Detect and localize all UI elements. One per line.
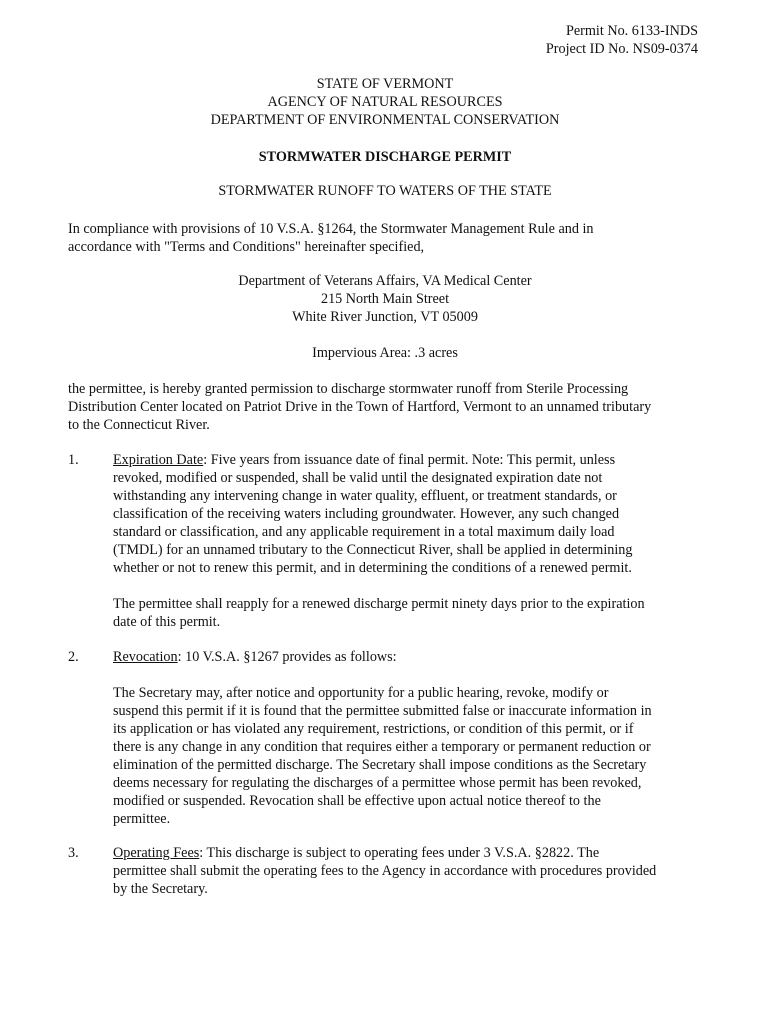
item-line: modified or suspended. Revocation shall be effective upon actual notice thereof to the [113, 793, 601, 809]
permit-identifiers [546, 22, 698, 58]
item-line: whether or not to renew this permit, and in determining the conditions of a renewed permit. [113, 560, 632, 576]
condition-item-expiration [68, 451, 708, 631]
item-number: 1. [68, 452, 79, 468]
item-line-text: : 10 V.S.A. §1267 provides as follows: [177, 649, 397, 665]
permit-title: STORMWATER DISCHARGE PERMIT [258, 149, 512, 165]
item-line: there is any change in any condition that requires either a temporary or permanent reduction or [113, 739, 651, 755]
item-body [113, 648, 703, 666]
item-line: permittee. [113, 811, 171, 827]
item-line: deems necessary for regulating the discharges of a permittee whose permit has been revoked, [113, 775, 642, 791]
item-line: (TMDL) for an unnamed tributary to the Connecticut River, shall be applied in determining [113, 542, 633, 558]
compliance-line: In compliance with provisions of 10 V.S.A. §1264, the Stormwater Management Rule and in [68, 221, 594, 237]
item-title: Expiration Date [113, 452, 204, 468]
permit-number: Permit No. 6133-INDS [565, 23, 698, 39]
permittee-street: 215 North Main Street [320, 291, 450, 307]
item-body [113, 844, 703, 898]
item-line: The permittee shall reapply for a renewed discharge permit ninety days prior to the expiration [113, 596, 645, 612]
item-line-text: : This discharge is subject to operating fees under 3 V.S.A. §2822. The [199, 845, 600, 861]
grant-line: the permittee, is hereby granted permission to discharge stormwater runoff from Sterile Processing [68, 381, 629, 397]
item-line: elimination of the permitted discharge. The Secretary shall impose conditions as the Secretary [113, 757, 647, 773]
grant-line: Distribution Center located on Patriot Drive in the Town of Hartford, Vermont to an unnamed tributary [68, 399, 652, 415]
item-line: classification of the receiving waters including groundwater. However, any such changed [113, 506, 620, 522]
item-line [113, 451, 703, 469]
item-line-text: : Five years from issuance date of final permit. Note: This permit, unless [203, 452, 616, 468]
condition-item-revocation [68, 648, 708, 828]
item-subparagraph [113, 595, 703, 631]
item-number: 2. [68, 649, 79, 665]
item-line: suspend this permit if it is found that the permittee submitted false or inaccurate information in [113, 703, 652, 719]
item-title: Revocation [113, 649, 178, 665]
agency-heading [0, 75, 770, 129]
state-name: STATE OF VERMONT [316, 76, 454, 92]
item-line [113, 844, 703, 862]
impervious-area: Impervious Area: .3 acres [312, 345, 458, 361]
item-line: by the Secretary. [113, 881, 208, 897]
item-line [113, 648, 703, 666]
permittee-address [0, 272, 770, 326]
permittee-name: Department of Veterans Affairs, VA Medical Center [238, 273, 532, 289]
item-line: its application or has violated any requirement, restrictions, or condition of this permit, or if [113, 721, 634, 737]
project-id: Project ID No. NS09-0374 [545, 41, 698, 57]
item-line: withstanding any intervening change in water quality, effluent, or treatment standards, or [113, 488, 617, 504]
compliance-line: accordance with "Terms and Conditions" hereinafter specified, [68, 239, 425, 255]
item-line: The Secretary may, after notice and opportunity for a public hearing, revoke, modify or [113, 685, 609, 701]
compliance-paragraph [68, 220, 708, 256]
item-line: permittee shall submit the operating fees to the Agency in accordance with procedures provided [113, 863, 657, 879]
item-body [113, 451, 703, 577]
item-title: Operating Fees [113, 845, 200, 861]
grant-paragraph [68, 380, 708, 434]
item-line: date of this permit. [113, 614, 221, 630]
item-line: standard or classification, and any applicable requirement in a total maximum daily load [113, 524, 615, 540]
runoff-title: STORMWATER RUNOFF TO WATERS OF THE STATE [218, 183, 552, 199]
department-name: DEPARTMENT OF ENVIRONMENTAL CONSERVATION [210, 112, 560, 128]
condition-item-operating-fees [68, 844, 708, 898]
item-line: revoked, modified or suspended, shall be valid until the designated expiration date not [113, 470, 603, 486]
item-number: 3. [68, 845, 79, 861]
grant-line: to the Connecticut River. [68, 417, 210, 433]
agency-name: AGENCY OF NATURAL RESOURCES [267, 94, 503, 110]
permittee-city: White River Junction, VT 05009 [292, 309, 478, 325]
item-subparagraph [113, 684, 703, 828]
